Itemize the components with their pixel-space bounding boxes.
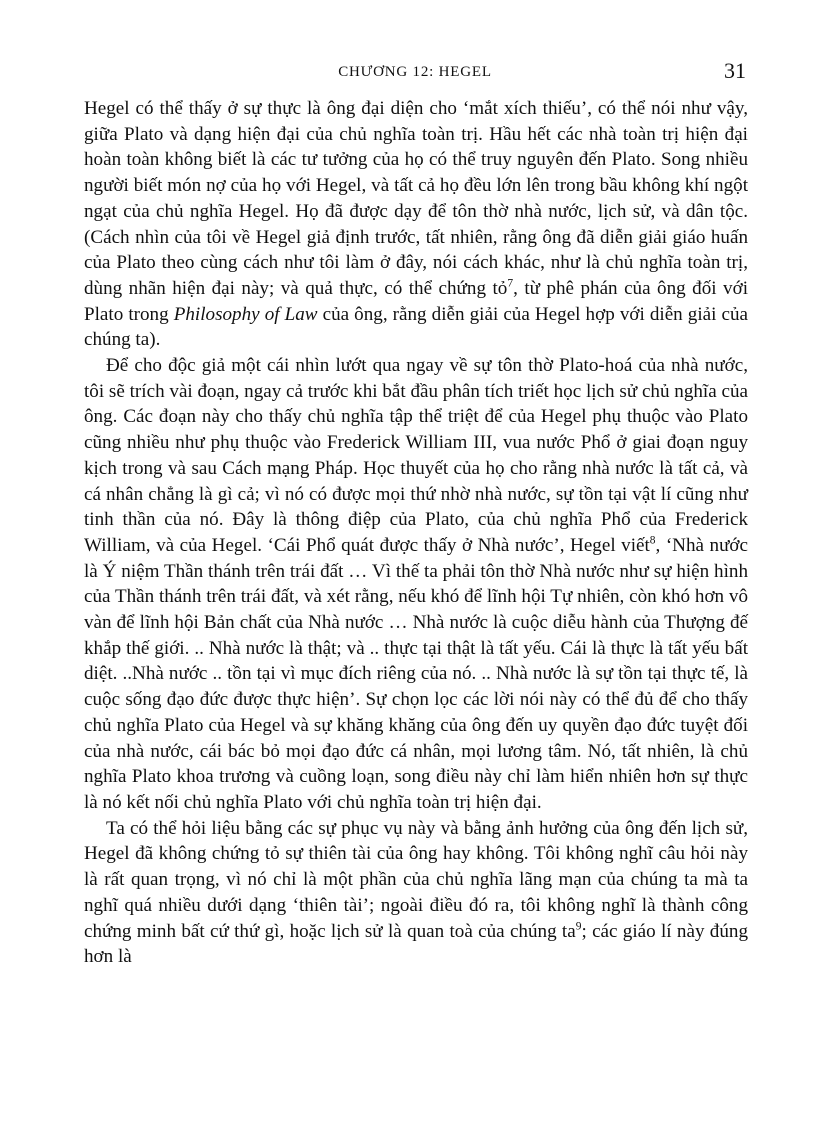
text-run: , từ phê phán của ông đối với Plato trong [84, 277, 748, 325]
text-run: ; các giáo lí này đúng hơn là [84, 920, 748, 968]
text-run: , ‘Nhà nước là Ý niệm Thần thánh trên trái đất … Vì thế ta phải tôn thờ Nhà nước như sự hiện hình của Thần thánh trên trái đất, và xét rằng, nếu khó để lĩnh hội Tự nhiên, còn khó hơn vô vàn để lĩnh hội Bản chất của Nhà nước … Nhà nước là cuộc diễu hành của Thượng đế khắp thế giới. .. Nhà nước là thật; và .. thực tại thật là tất yếu. Cái là thực là tất yếu bất diệt. ..Nhà nước .. tồn tại vì mục đích riêng của nó. .. Nhà nước là sự tồn tại thực tế, là cuộc sống đạo đức được thực hiện’. Sự chọn lọc các lời nói này có thể đủ để cho thấy chủ nghĩa Plato của Hegel và sự khăng khăng của ông đến uy quyền đạo đức tuyệt đối của nhà nước, cái bác bỏ mọi đạo đức cá nhân, mọi lương tâm. Nó, tất nhiên, là chủ nghĩa Plato khoa trương và cuồng loạn, song điều này chỉ làm hiển nhiên hơn sự thực là nó kết nối chủ nghĩa Plato với chủ nghĩa toàn trị hiện đại. [84, 534, 748, 813]
book-title: Philosophy of Law [173, 303, 318, 325]
footnote-ref: 8 [649, 534, 656, 547]
paragraph-2 [84, 353, 748, 816]
page-number: 31 [724, 58, 746, 83]
paragraph-3 [84, 816, 748, 970]
text-run: Để cho độc giả một cái nhìn lướt qua ngay về sự tôn thờ Plato-hoá của nhà nước, tôi sẽ trích vài đoạn, ngay cả trước khi bắt đầu phân tích triết học lịch sử chủ nghĩa của ông. Các đoạn này cho thấy chủ nghĩa tập thể triệt để của Hegel phụ thuộc vào Plato cũng nhiều như phụ thuộc vào Frederick William III, vua nước Phổ ở giai đoạn nguy kịch trong và sau Cách mạng Pháp. Học thuyết của họ cho rằng nhà nước là tất cả, và cá nhân chẳng là gì cả; vì nó có được mọi thứ nhờ nhà nước, sự tồn tại vật lí cũng như tinh thần của nó. Đây là thông điệp của Plato, của chủ nghĩa Phổ của Frederick William, và của Hegel. ‘Cái Phổ quát được thấy ở Nhà nước’, Hegel viết [84, 355, 748, 556]
text-run: Hegel có thể thấy ở sự thực là ông đại diện cho ‘mắt xích thiếu’, có thể nói như vậy, giữa Plato và dạng hiện đại của chủ nghĩa toàn trị. Hầu hết các nhà toàn trị hiện đại hoàn toàn không biết là các tư tưởng của họ có thể truy nguyên đến Plato. Song nhiều người biết món nợ của họ với Hegel, và tất cả họ đều lớn lên trong bầu không khí ngột ngạt của chủ nghĩa Hegel. Họ đã được dạy để tôn thờ nhà nước, lịch sử, và dân tộc. (Cách nhìn của tôi về Hegel giả định trước, tất nhiên, rằng ông đã diễn giải giáo huấn của Plato theo cùng cách như tôi làm ở đây, nói cách khác, như là chủ nghĩa toàn trị, dùng nhãn hiện đại này; và quả thực, có thể chứng tỏ [84, 98, 748, 299]
footnote-ref: 7 [507, 277, 514, 290]
footnote-ref: 9 [575, 920, 582, 933]
body-text [84, 96, 748, 970]
chapter-title: CHƯƠNG 12: HEGEL [338, 64, 492, 80]
paragraph-1 [84, 96, 748, 353]
running-header [84, 60, 746, 90]
text-run: Ta có thể hỏi liệu bằng các sự phục vụ này và bằng ảnh hưởng của ông đến lịch sử, Hegel đã không chứng tỏ sự thiên tài của ông hay không. Tôi không nghĩ câu hỏi này là rất quan trọng, vì nó chỉ là một phần của chủ nghĩa lãng mạn của chúng ta mà ta nghĩ quá nhiều dưới dạng ‘thiên tài’; ngoài điều đó ra, tôi không nghĩ là thành công chứng minh bất cứ thứ gì, hoặc lịch sử là quan toà của chúng ta [84, 817, 748, 942]
text-run: của ông, rằng diễn giải của Hegel hợp với diễn giải của chúng ta). [84, 303, 748, 351]
